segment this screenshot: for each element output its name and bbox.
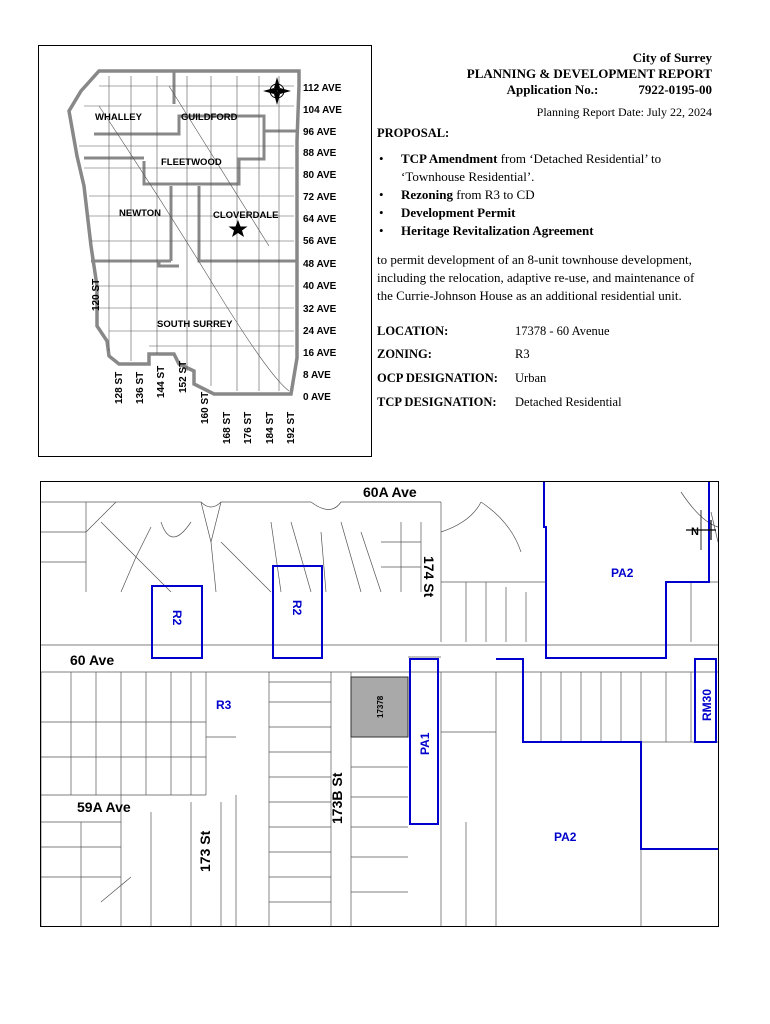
street-label: 144 ST [156, 365, 167, 398]
proposal-description: to permit development of an 8-unit townhouse development, including the relocation, adaptive re-use, and maintenance of the Currie-Johnson House as an additional residential unit. [377, 252, 695, 303]
avenue-label: 32 AVE [303, 304, 337, 315]
avenue-label: 64 AVE [303, 214, 337, 225]
zone-label: PA2 [611, 566, 634, 580]
key-map [38, 45, 372, 457]
application-label: Application No.: [506, 82, 599, 97]
proposal-item: • TCP Amendment from ‘Detached Residential’ to ‘Townhouse Residential’. [377, 150, 717, 186]
district-label: NEWTON [119, 208, 162, 219]
site-map-svg [41, 482, 718, 926]
report-title: PLANNING & DEVELOPMENT REPORT [466, 66, 712, 81]
district-label: SOUTH SURREY [157, 319, 233, 330]
street-label: 160 ST [200, 391, 211, 424]
subject-lot-label: 17378 [376, 695, 385, 718]
proposal-item: • Development Permit [377, 204, 717, 222]
subject-star-icon [229, 220, 248, 237]
road-label: 174 St [421, 556, 437, 598]
avenue-label: 104 AVE [303, 105, 342, 116]
proposal-item: • Heritage Revitalization Agreement [377, 222, 717, 240]
compass-icon [263, 77, 291, 105]
zone-label: PA2 [554, 830, 577, 844]
district-label: GUILDFORD [181, 112, 238, 123]
road-label: 173 St [197, 830, 213, 872]
zone-label: R2 [170, 610, 184, 626]
fact-row: TCP DESIGNATION: Detached Residential [377, 395, 622, 409]
key-map-svg [39, 46, 371, 456]
avenue-label: 112 AVE [303, 83, 342, 94]
avenue-label: 48 AVE [303, 259, 337, 270]
avenue-label: 96 AVE [303, 127, 337, 138]
zone-label: R2 [290, 600, 304, 616]
zone-label: PA1 [418, 732, 432, 755]
road-label: 60A Ave [363, 484, 417, 500]
street-label: 120 ST [91, 278, 102, 311]
application-number: 7922-0195-00 [638, 82, 712, 97]
application-number-line [467, 82, 712, 98]
north-label: N [691, 526, 699, 538]
street-label: 152 ST [178, 360, 189, 393]
zone-label: RM30 [700, 688, 714, 721]
street-label: 184 ST [265, 411, 276, 444]
report-header [467, 50, 712, 98]
compass-label: N [274, 88, 280, 97]
district-label: FLEETWOOD [161, 157, 222, 168]
avenue-label: 40 AVE [303, 281, 337, 292]
street-label: 136 ST [135, 371, 146, 404]
street-label: 192 ST [286, 411, 297, 444]
proposal-list [377, 150, 717, 240]
avenue-label: 0 AVE [303, 392, 331, 403]
proposal-heading: PROPOSAL: [377, 126, 450, 140]
fact-row: LOCATION: 17378 - 60 Avenue [377, 324, 610, 338]
avenue-label: 8 AVE [303, 370, 331, 381]
avenue-label: 80 AVE [303, 170, 337, 181]
avenue-label: 88 AVE [303, 148, 337, 159]
road-label: 59A Ave [77, 799, 131, 815]
zone-label: R3 [216, 698, 232, 712]
road-label: 60 Ave [70, 652, 115, 668]
city-name: City of Surrey [632, 50, 712, 65]
district-label: CLOVERDALE [213, 210, 279, 221]
report-date: Planning Report Date: July 22, 2024 [536, 105, 712, 119]
street-label: 176 ST [243, 411, 254, 444]
street-label: 168 ST [222, 411, 233, 444]
district-label: WHALLEY [95, 112, 142, 123]
avenue-label: 16 AVE [303, 348, 337, 359]
fact-row: OCP DESIGNATION: Urban [377, 371, 547, 385]
avenue-label: 56 AVE [303, 236, 337, 247]
fact-row: ZONING: R3 [377, 347, 530, 361]
proposal-item: • Rezoning from R3 to CD [377, 186, 717, 204]
avenue-label: 72 AVE [303, 192, 337, 203]
avenue-label: 24 AVE [303, 326, 337, 337]
road-label: 173B St [329, 772, 345, 824]
street-label: 128 ST [114, 371, 125, 404]
site-map [40, 481, 719, 927]
